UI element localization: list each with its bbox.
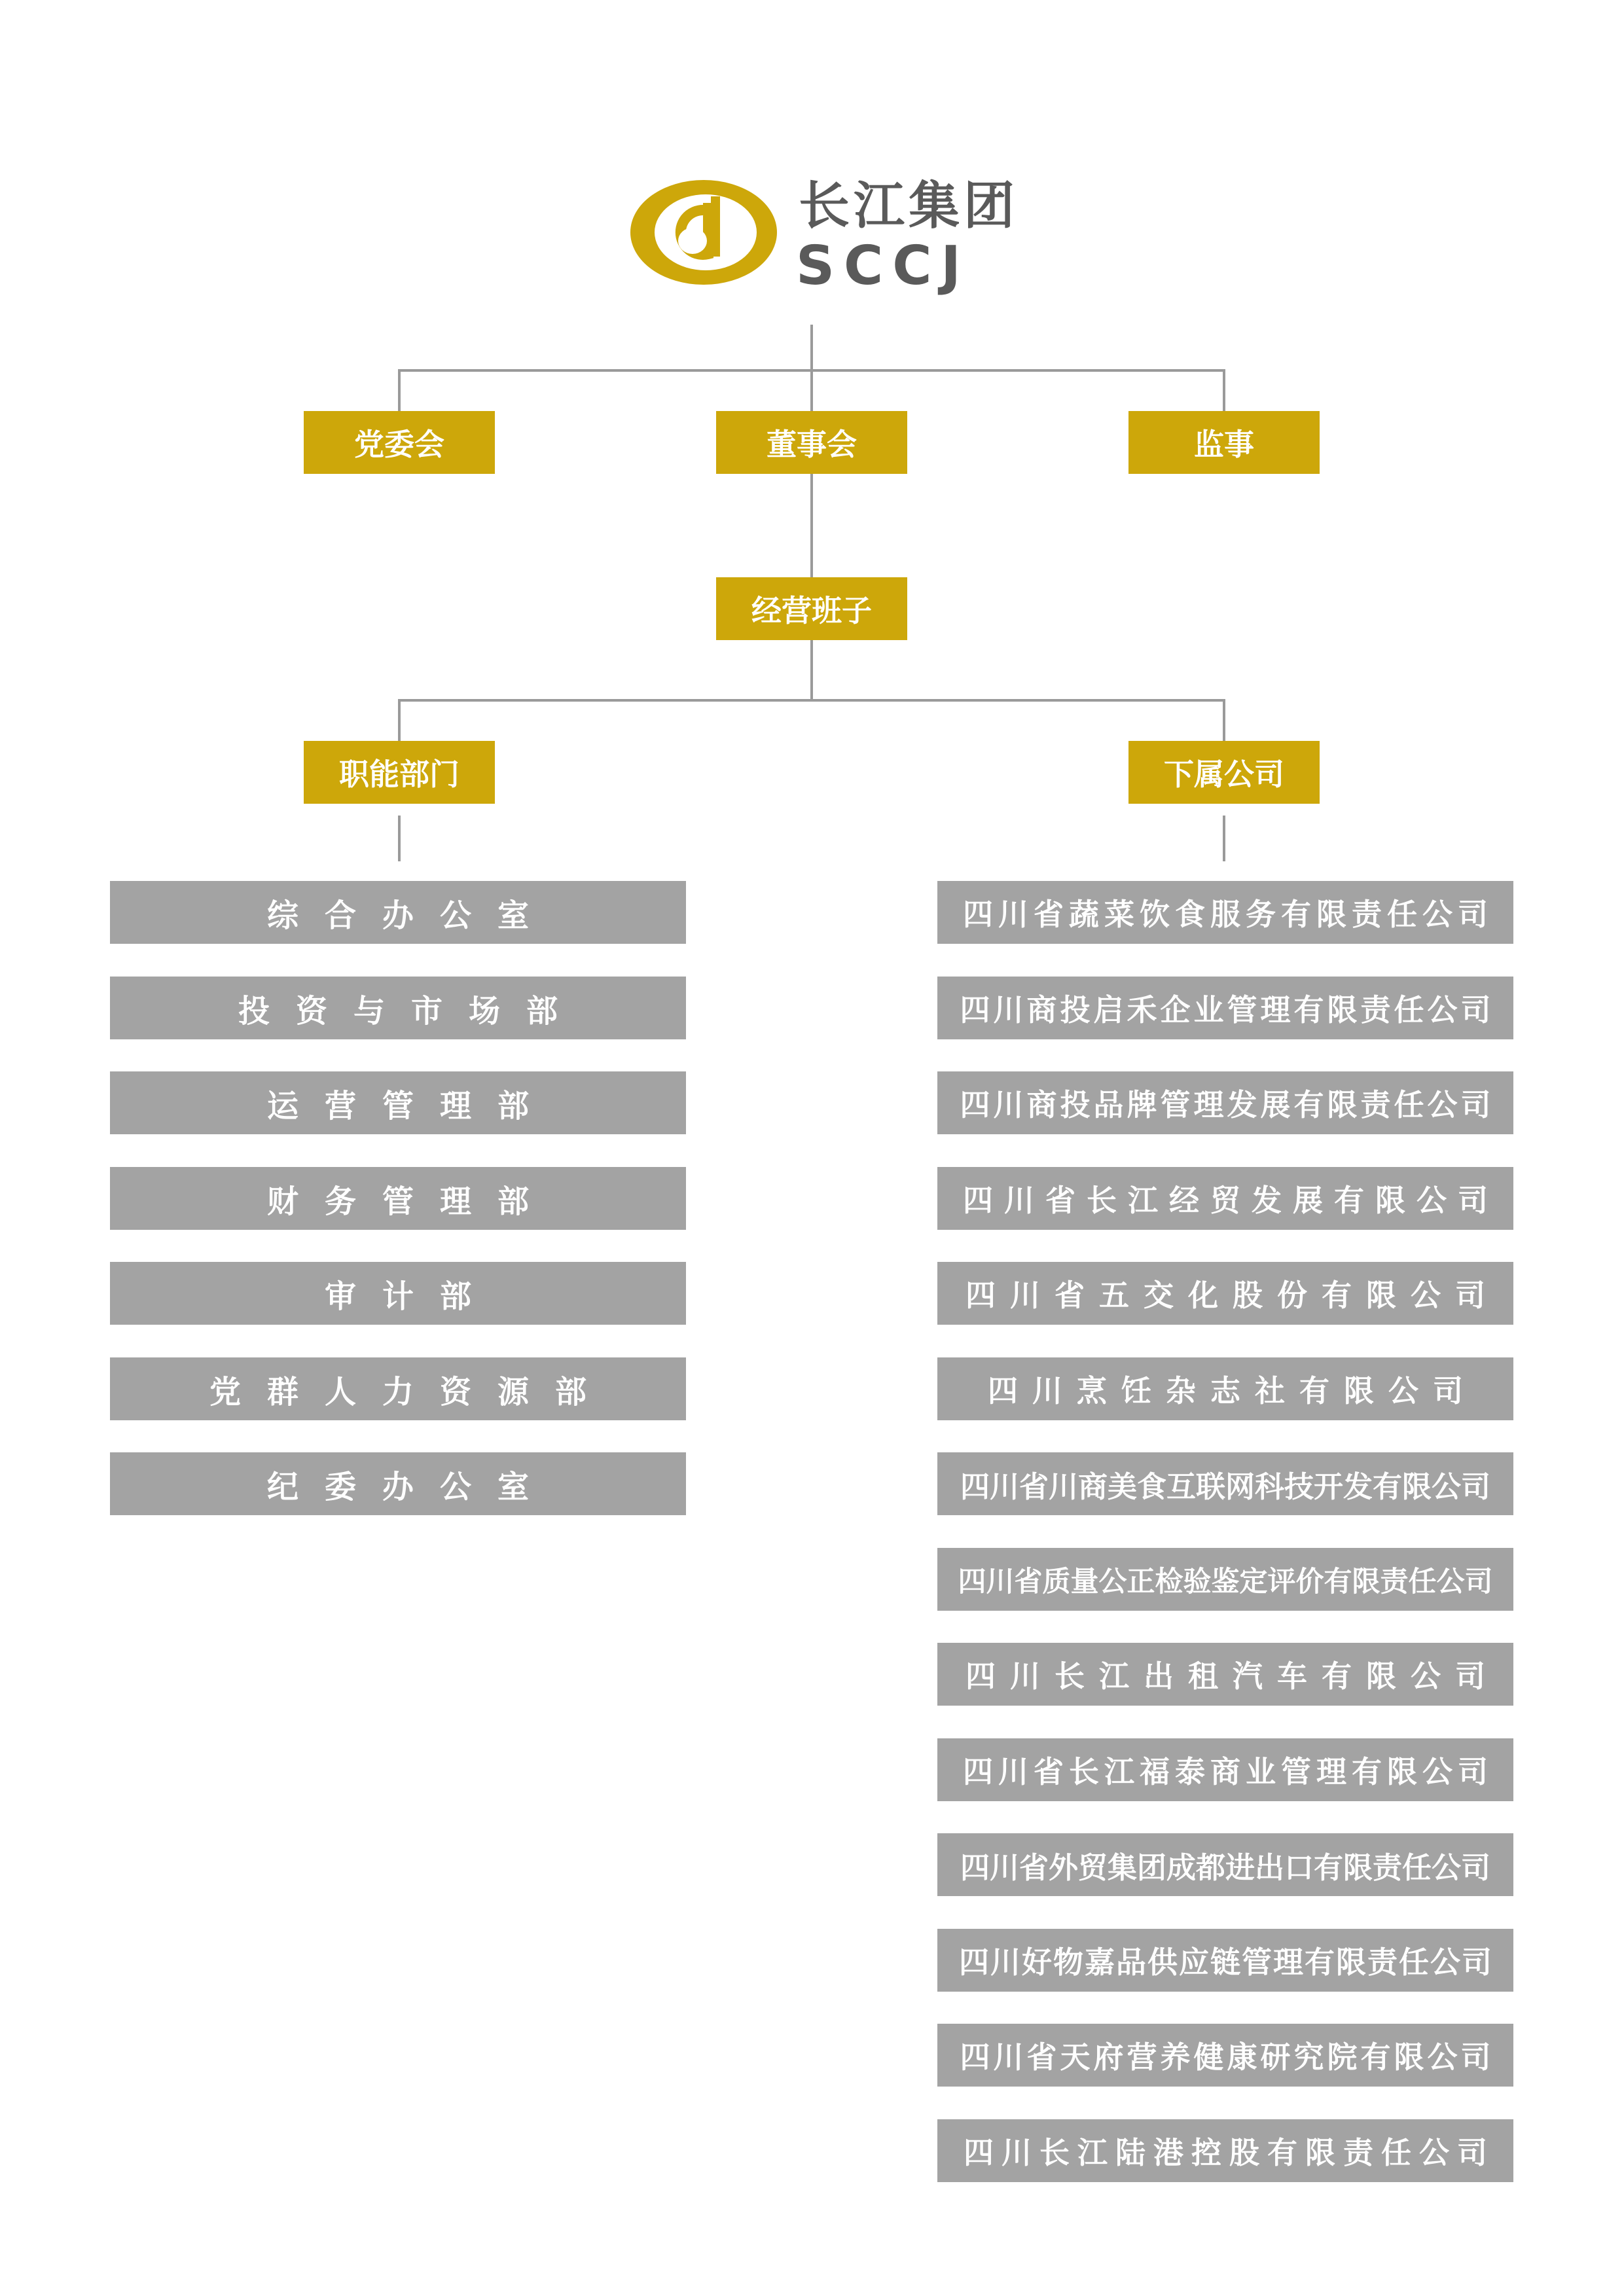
subsidiary-item: 四川长江出租汽车有限公司 — [937, 1643, 1513, 1706]
node-departments: 职能部门 — [304, 741, 495, 804]
node-supervisor: 监事 — [1128, 411, 1320, 474]
subsidiary-list — [937, 881, 1513, 2183]
department-item: 投资与市场部 — [110, 977, 686, 1039]
connector-line — [398, 699, 1225, 702]
connector-line — [1223, 369, 1225, 411]
department-item: 财务管理部 — [110, 1167, 686, 1230]
subsidiary-item: 四川省五交化股份有限公司 — [937, 1262, 1513, 1325]
node-party-committee: 党委会 — [304, 411, 495, 474]
subsidiary-item: 四川省外贸集团成都进出口有限责任公司 — [937, 1833, 1513, 1896]
connector-line — [398, 369, 401, 411]
connector-line — [398, 816, 401, 861]
subsidiary-item: 四川省川商美食互联网科技开发有限公司 — [937, 1452, 1513, 1515]
node-management: 经营班子 — [716, 577, 907, 640]
connector-line — [1223, 816, 1225, 861]
subsidiary-item: 四川省长江福泰商业管理有限公司 — [937, 1738, 1513, 1801]
subsidiary-item: 四川好物嘉品供应链管理有限责任公司 — [937, 1929, 1513, 1992]
subsidiary-item: 四川长江陆港控股有限责任公司 — [937, 2119, 1513, 2182]
department-item: 审计部 — [110, 1262, 686, 1325]
subsidiary-item: 四川省蔬菜饮食服务有限责任公司 — [937, 881, 1513, 944]
subsidiary-item: 四川省质量公正检验鉴定评价有限责任公司 — [937, 1548, 1513, 1611]
node-board: 董事会 — [716, 411, 907, 474]
logo-name-cn: 长江集团 — [799, 177, 1019, 236]
connector-line — [398, 369, 1225, 372]
department-item: 运营管理部 — [110, 1071, 686, 1134]
connector-line — [398, 699, 401, 741]
company-logo — [628, 177, 1019, 297]
department-item: 纪委办公室 — [110, 1452, 686, 1515]
subsidiary-item: 四川省天府营养健康研究院有限公司 — [937, 2024, 1513, 2087]
connector-line — [810, 640, 813, 700]
subsidiary-item: 四川商投启禾企业管理有限责任公司 — [937, 977, 1513, 1039]
department-item: 党群人力资源部 — [110, 1357, 686, 1420]
department-list — [110, 881, 686, 1509]
node-subsidiaries: 下属公司 — [1128, 741, 1320, 804]
logo-name-en: SCCJ — [796, 235, 970, 297]
connector-line — [810, 474, 813, 577]
sccj-logo-icon — [628, 177, 779, 288]
connector-line — [1223, 699, 1225, 741]
subsidiary-item: 四川商投品牌管理发展有限责任公司 — [937, 1071, 1513, 1134]
subsidiary-item: 四川烹饪杂志社有限公司 — [937, 1357, 1513, 1420]
subsidiary-item: 四川省长江经贸发展有限公司 — [937, 1167, 1513, 1230]
department-item: 综合办公室 — [110, 881, 686, 944]
